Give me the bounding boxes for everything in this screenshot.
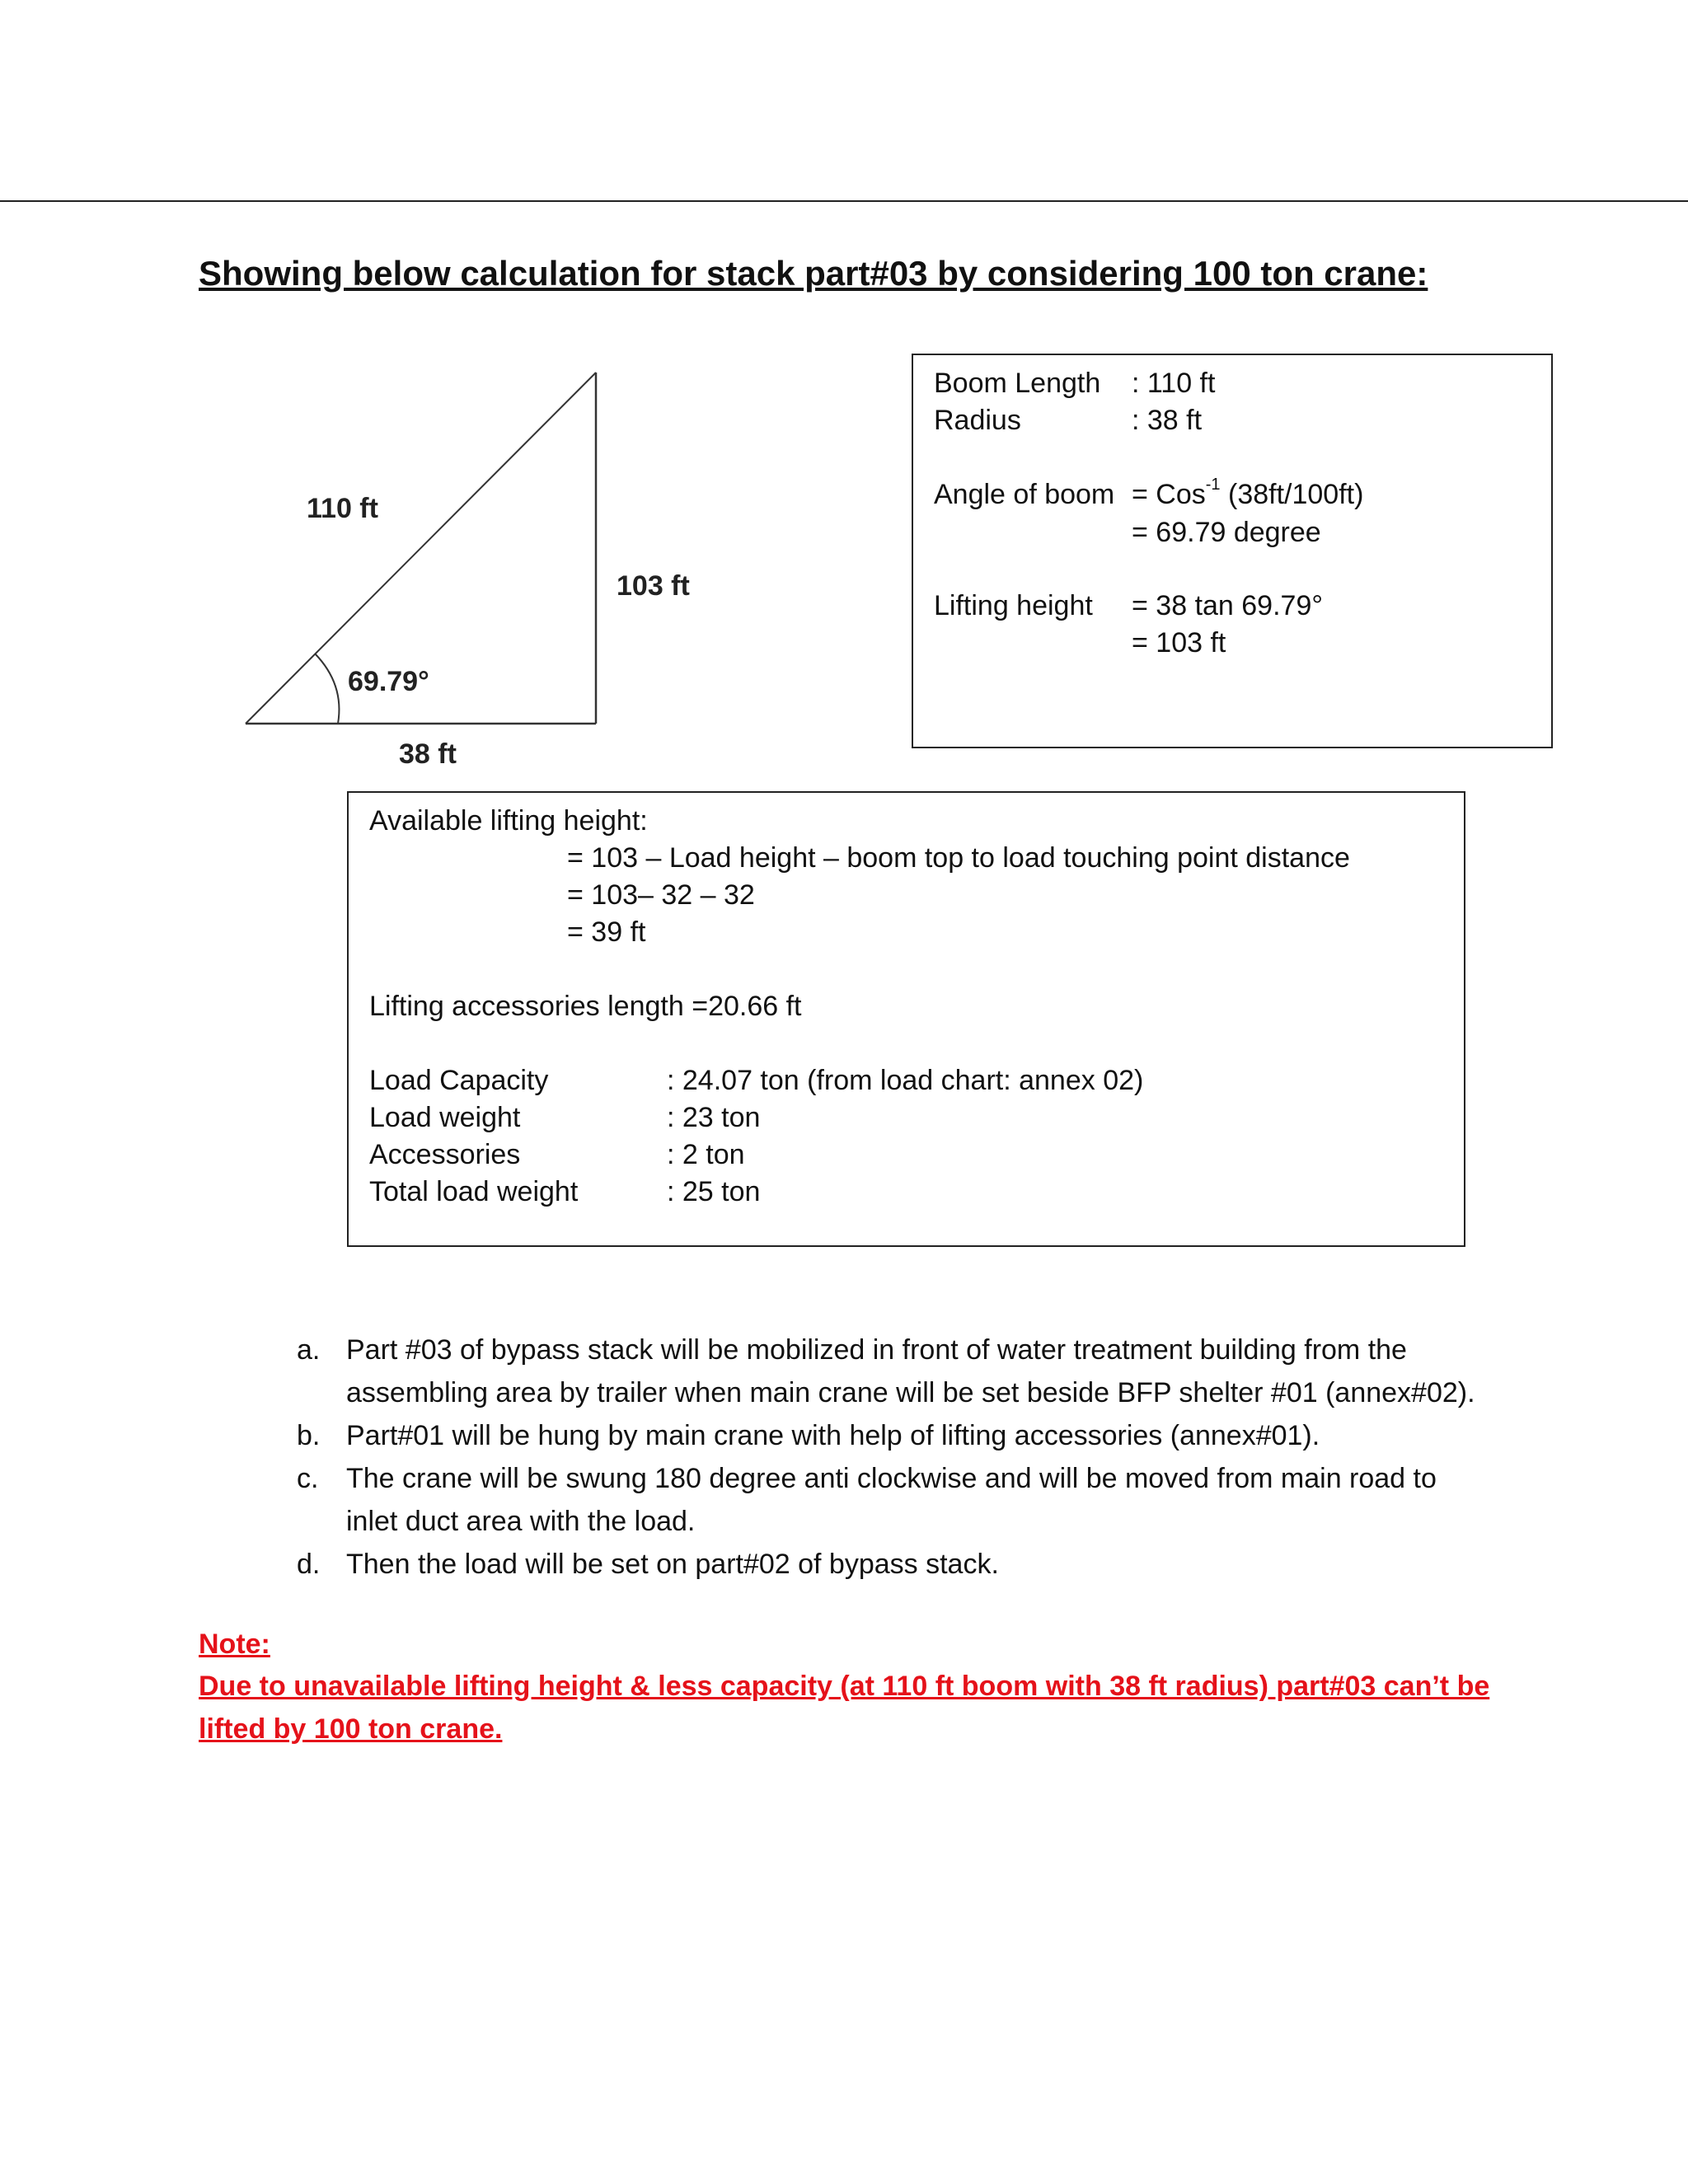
angle-arc [315, 654, 339, 724]
list-item [297, 1457, 1492, 1543]
base-label: 38 ft [399, 738, 457, 770]
accessories-length: Lifting accessories length =20.66 ft [369, 991, 802, 1022]
list-marker: d. [297, 1549, 321, 1580]
total-load-weight-value: : 25 ton [667, 1176, 761, 1207]
accessories-label: Accessories [369, 1139, 521, 1170]
hypotenuse-label: 110 ft [307, 493, 378, 524]
lifting-height-result: = 103 ft [1132, 627, 1226, 658]
angle-result: = 69.79 degree [1132, 517, 1321, 548]
lifting-height-label: Lifting height [934, 590, 1093, 621]
list-marker: b. [297, 1420, 321, 1451]
load-weight-value: : 23 ton [667, 1102, 761, 1133]
available-height-line-1: = 103 – Load height – boom top to load touching point distance [567, 842, 1350, 874]
list-marker: a. [297, 1334, 321, 1366]
note-heading: Note: [199, 1629, 270, 1660]
angle-of-boom-label: Angle of boom [934, 479, 1115, 510]
angle-label: 69.79° [348, 666, 429, 697]
note-line-1: Due to unavailable lifting height & less capacity (at 110 ft boom with 38 ft radius) part#03 can’t be [199, 1671, 1490, 1702]
procedure-list [297, 1329, 1492, 1586]
radius-label: Radius [934, 405, 1021, 436]
available-height-heading: Available lifting height: [369, 805, 648, 837]
list-text: The crane will be swung 180 degree anti clockwise and will be moved from main road to inlet duct area with the load. [346, 1463, 1437, 1537]
boom-length-label: Boom Length [934, 368, 1101, 399]
list-item [297, 1414, 1492, 1457]
angle-equation [1132, 476, 1364, 511]
radius-value: : 38 ft [1132, 405, 1203, 436]
height-label: 103 ft [617, 570, 690, 602]
angle-eq-superscript: -1 [1205, 476, 1221, 494]
note-line-2: lifted by 100 ton crane. [199, 1713, 503, 1745]
list-marker: c. [297, 1463, 319, 1494]
list-text: Part#01 will be hung by main crane with help of lifting accessories (annex#01). [346, 1420, 1320, 1451]
available-height-line-2: = 103– 32 – 32 [567, 879, 755, 911]
lifting-height-equation: = 38 tan 69.79° [1132, 590, 1323, 621]
boom-length-value: : 110 ft [1132, 368, 1216, 399]
angle-eq-suffix: (38ft/100ft) [1220, 479, 1364, 510]
page-title: Showing below calculation for stack part#03 by considering 100 ton crane: [199, 254, 1428, 293]
load-weight-label: Load weight [369, 1102, 521, 1133]
angle-eq-prefix: = Cos [1132, 479, 1206, 510]
load-capacity-label: Load Capacity [369, 1065, 549, 1096]
accessories-value: : 2 ton [667, 1139, 745, 1170]
list-item [297, 1329, 1492, 1414]
load-capacity-value: : 24.07 ton (from load chart: annex 02) [667, 1065, 1144, 1096]
available-height-line-3: = 39 ft [567, 916, 646, 948]
list-text: Part #03 of bypass stack will be mobilized in front of water treatment building from the assembling area by trailer when main crane will be set beside BFP shelter #01 (annex#02). [346, 1334, 1475, 1408]
total-load-weight-label: Total load weight [369, 1176, 579, 1207]
list-item [297, 1543, 1492, 1586]
list-text: Then the load will be set on part#02 of bypass stack. [346, 1549, 999, 1580]
